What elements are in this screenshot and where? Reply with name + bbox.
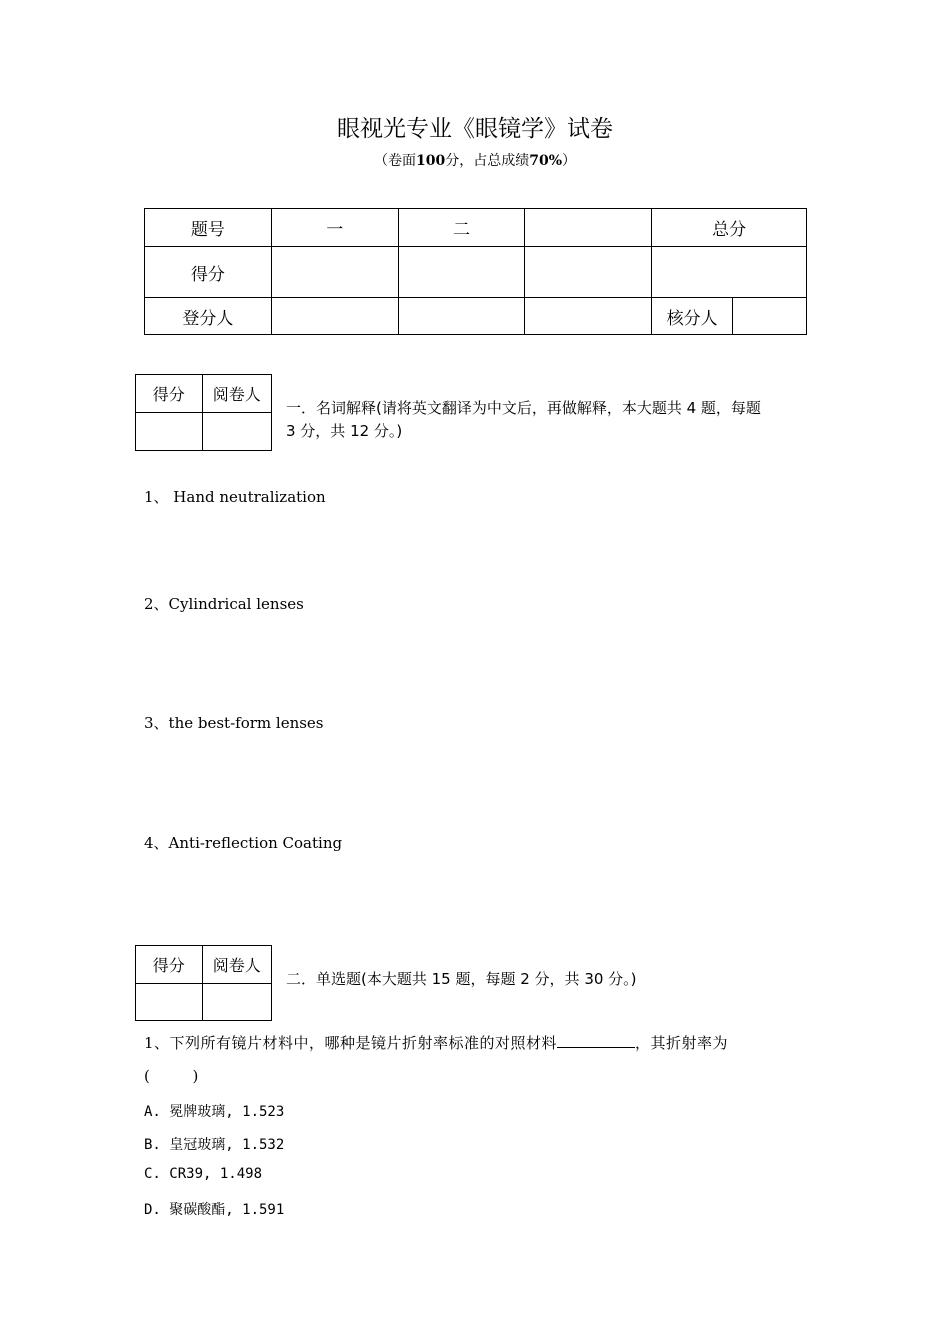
grader-reviewer-label: 阅卷人	[202, 946, 272, 984]
subtitle-suffix: ）	[562, 153, 577, 169]
option-b: B. 皇冠玻璃, 1.532	[144, 1137, 285, 1153]
section1-question-2: 2、Cylindrical lenses	[144, 595, 304, 613]
section2-question-1-stem	[144, 1027, 808, 1093]
grader-reviewer-label: 阅卷人	[202, 375, 272, 413]
option-c: C. CR39, 1.498	[144, 1166, 263, 1182]
score-input-cell[interactable]	[733, 298, 807, 335]
grader-score-input[interactable]	[136, 984, 203, 1021]
table-cell: 一	[271, 209, 398, 247]
table-row	[145, 298, 807, 335]
score-input-cell[interactable]	[652, 247, 807, 298]
question-text: 1、下列所有镜片材料中，哪种是镜片折射率标准的对照材料	[144, 1034, 558, 1052]
table-cell: 二	[398, 209, 525, 247]
section1-heading-line1: 一．名词解释(请将英文翻译为中文后，再做解释，本大题共 4 题，每题	[286, 399, 761, 417]
table-cell: 核分人	[652, 298, 733, 335]
page-subtitle	[0, 150, 950, 170]
grader-score-label: 得分	[136, 946, 203, 984]
section2-heading: 二．单选题(本大题共 15 题，每题 2 分，共 30 分。)	[286, 970, 637, 988]
grader-score-label: 得分	[136, 375, 203, 413]
answer-parenthesis: ( )	[144, 1067, 199, 1085]
section1-question-4: 4、Anti-reflection Coating	[144, 834, 343, 852]
subtitle-middle: 分，占总成绩	[445, 153, 530, 169]
section1-heading-line2: 3 分，共 12 分。)	[286, 422, 403, 440]
subtitle-total-score: 100	[415, 153, 446, 169]
answer-blank[interactable]	[557, 1031, 635, 1048]
subtitle-prefix: （卷面	[373, 153, 416, 169]
score-input-cell[interactable]	[271, 298, 398, 335]
grader-reviewer-input[interactable]	[202, 984, 272, 1021]
section1-grader-box	[135, 374, 272, 451]
table-cell: 得分	[145, 247, 272, 298]
page-title: 眼视光专业《眼镜学》试卷	[337, 116, 613, 142]
score-summary-table	[144, 208, 807, 335]
score-input-cell[interactable]	[271, 247, 398, 298]
section2-grader-box	[135, 945, 272, 1021]
table-row	[145, 247, 807, 298]
table-cell: 题号	[145, 209, 272, 247]
score-input-cell[interactable]	[525, 298, 652, 335]
score-input-cell[interactable]	[398, 247, 525, 298]
score-input-cell[interactable]	[398, 298, 525, 335]
subtitle-percentage: 70%	[529, 153, 563, 169]
table-cell	[525, 209, 652, 247]
section1-question-1: 1、 Hand neutralization	[144, 488, 326, 506]
section1-question-3: 3、the best-form lenses	[144, 714, 324, 732]
table-cell: 登分人	[145, 298, 272, 335]
option-a: A. 冕牌玻璃, 1.523	[144, 1104, 285, 1120]
grader-reviewer-input[interactable]	[202, 413, 272, 451]
question-text: ，其折射率为	[635, 1034, 729, 1052]
grader-score-input[interactable]	[136, 413, 203, 451]
table-row	[145, 209, 807, 247]
section1-heading	[286, 397, 816, 443]
score-input-cell[interactable]	[525, 247, 652, 298]
table-cell: 总分	[652, 209, 807, 247]
option-d: D. 聚碳酸酯, 1.591	[144, 1202, 285, 1218]
